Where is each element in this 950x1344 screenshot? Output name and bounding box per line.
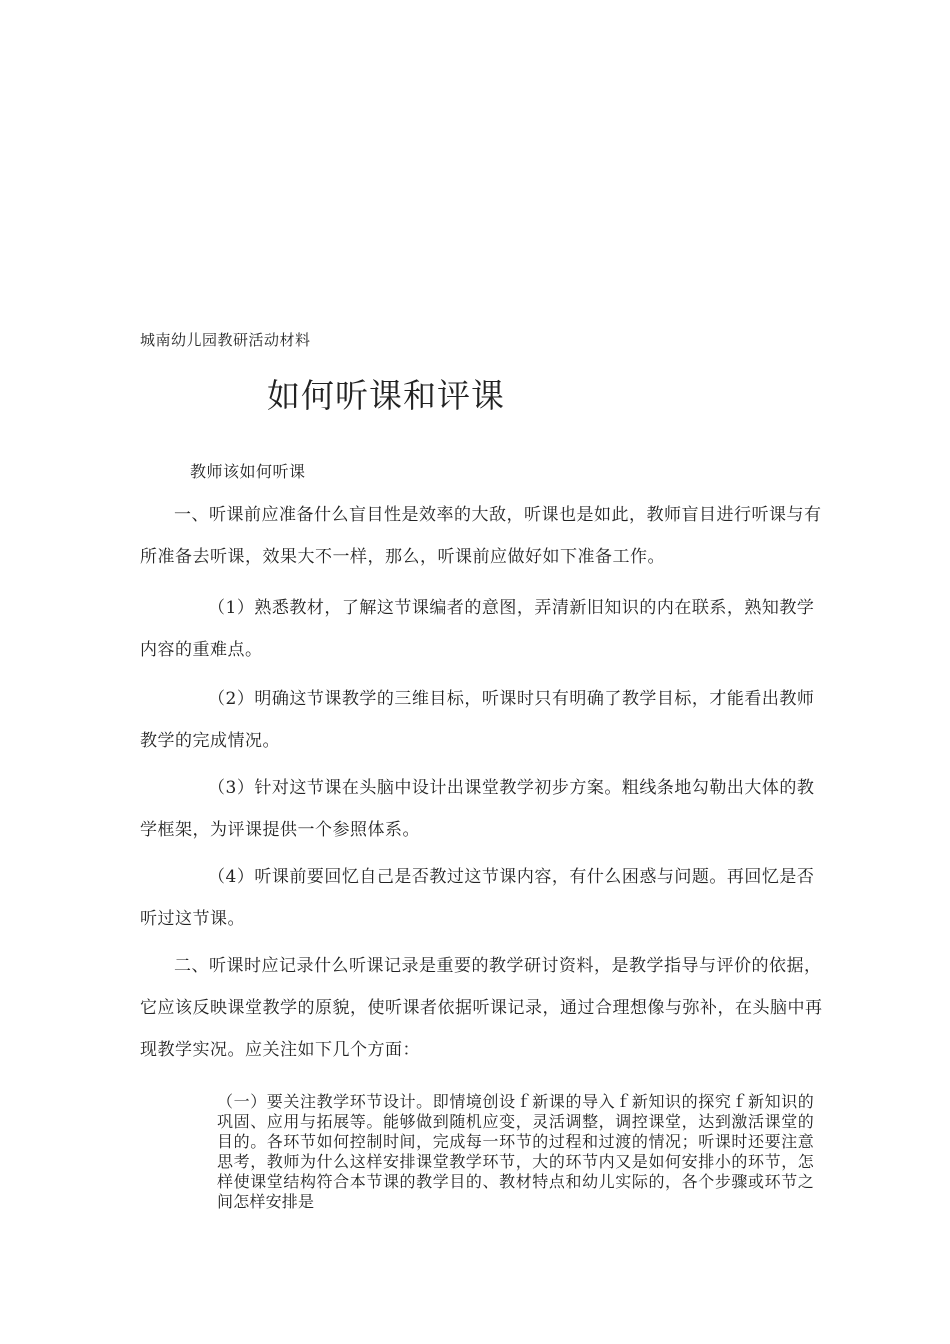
paragraph-text: 一、听课前应准备什么盲目性是效率的大敌，听课也是如此，教师盲目进行听课与有所准备去听课，效果大不一样，那么，听课前应做好如下准备工作。 xyxy=(140,505,822,567)
paragraph-before-listening xyxy=(140,494,824,578)
section-heading: 教师该如何听课 xyxy=(190,462,306,481)
subsection-teaching-design xyxy=(217,1092,814,1212)
list-item-3 xyxy=(140,767,824,851)
list-item-1 xyxy=(140,587,824,671)
subsection-text: （一）要关注教学环节设计。即情境创设ｆ新课的导入ｆ新知识的探究ｆ新知识的巩固、应用与拓展等。能够做到随机应变，灵活调整，调控课堂，达到激活课堂的目的。各环节如何控制时间，完成每一环节的过程和过渡的情况；听课时还要注意思考，教师为什么这样安排课堂教学环节，大的环节内又是如何安排小的环节，怎样使课堂结构符合本节课的教学目的、教材特点和幼儿实际的，各个步骤或环节之间怎样安排是 xyxy=(217,1092,814,1211)
list-item-text: （4）听课前要回忆自己是否教过这节课内容，有什么困惑与问题。再回忆是否听过这节课。 xyxy=(140,867,815,929)
list-item-text: （1）熟悉教材，了解这节课编者的意图，弄清新旧知识的内在联系，熟知教学内容的重难点。 xyxy=(140,598,815,660)
list-item-text: （2）明确这节课教学的三维目标，听课时只有明确了教学目标，才能看出教师教学的完成情况。 xyxy=(140,689,815,751)
list-item-4 xyxy=(140,856,824,940)
list-item-2 xyxy=(140,678,824,762)
list-item-text: （3）针对这节课在头脑中设计出课堂教学初步方案。粗线条地勾勒出大体的教学框架，为评课提供一个参照体系。 xyxy=(140,778,815,840)
organization-line: 城南幼儿园教研活动材料 xyxy=(140,331,311,349)
paragraph-text: 二、听课时应记录什么听课记录是重要的教学研讨资料，是教学指导与评价的依据，它应该反映课堂教学的原貌，使听课者依据听课记录，通过合理想像与弥补，在头脑中再现教学实况。应关注如下几个方面： xyxy=(140,956,823,1060)
document-title: 如何听课和评课 xyxy=(267,376,505,415)
paragraph-during-listening xyxy=(140,945,824,1071)
